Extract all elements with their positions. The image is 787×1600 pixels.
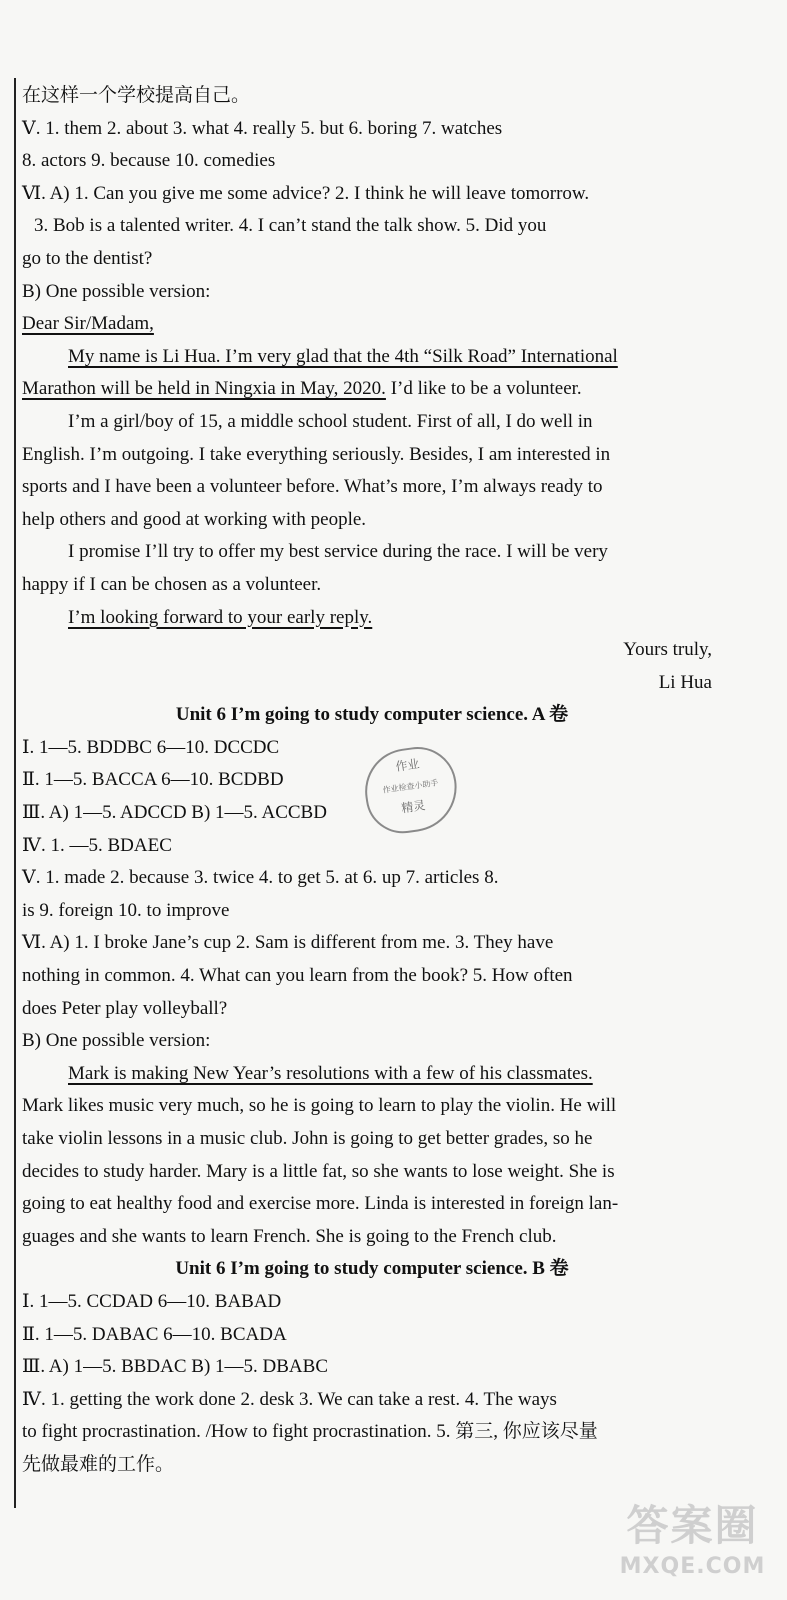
underlined-text: Dear Sir/Madam, xyxy=(22,313,154,335)
section-i-answers: Ⅰ. 1—5. BDDBC 6—10. DCCDC xyxy=(22,736,280,758)
text-line: go to the dentist? xyxy=(22,247,153,269)
passage-line: decides to study harder. Mary is a little fat, so she wants to lose weight. She is xyxy=(22,1160,615,1182)
section-iv-answers: Ⅳ. 1. getting the work done 2. desk 3. We can take a rest. 4. The ways xyxy=(22,1388,557,1410)
section-ii-answers: Ⅱ. 1—5. BACCA 6—10. BCDBD xyxy=(22,769,284,791)
section-vi-a-answers-cont: 3. Bob is a talented writer. 4. I can’t stand the talk show. 5. Did you xyxy=(34,215,547,237)
unit-heading-b: Unit 6 I’m going to study computer science. B 卷 xyxy=(175,1258,569,1280)
section-iii-answers: Ⅲ. A) 1—5. ADCCD B) 1—5. ACCBD xyxy=(22,802,327,824)
section-v-answers: Ⅴ. 1. made 2. because 3. twice 4. to get 5. at 6. up 7. articles 8. xyxy=(22,867,499,889)
passage-line: going to eat healthy food and exercise more. Linda is interested in foreign lan- xyxy=(22,1193,619,1215)
stamp-middle-text: 作业检查小助手 xyxy=(382,778,439,795)
section-ii-answers: Ⅱ. 1—5. DABAC 6—10. BCADA xyxy=(22,1323,287,1345)
letter-paragraph: sports and I have been a volunteer before. What’s more, I’m always ready to xyxy=(22,476,603,498)
passage-line: Mark likes music very much, so he is going to learn to play the violin. He will xyxy=(22,1095,617,1117)
section-vi-a-answers: Ⅵ. A) 1. Can you give me some advice? 2. I think he will leave tomorrow. xyxy=(22,182,590,204)
underlined-text: Mark is making New Year’s resolutions with a few of his classmates. xyxy=(68,1062,593,1084)
letter-closing xyxy=(22,602,722,635)
text-span: I’d like to be a volunteer. xyxy=(385,378,582,400)
section-i-answers: Ⅰ. 1—5. CCDAD 6—10. BABAD xyxy=(22,1290,282,1312)
section-v-answers: Ⅴ. 1. them 2. about 3. what 4. really 5. but 6. boring 7. watches xyxy=(22,117,503,139)
stamp-bottom-text: 精灵 xyxy=(400,798,427,816)
text-line: does Peter play volleyball? xyxy=(22,997,228,1019)
section-v-answers-cont: 8. actors 9. because 10. comedies xyxy=(22,150,276,172)
text-line: 在这样一个学校提高自己。 xyxy=(22,85,251,106)
section-vi-a-answers-cont: nothing in common. 4. What can you learn from the book? 5. How often xyxy=(22,965,573,987)
section-v-answers-cont: is 9. foreign 10. to improve xyxy=(22,899,230,921)
letter-signoff: Yours truly, xyxy=(623,639,712,661)
unit-heading-a: Unit 6 I’m going to study computer science. A 卷 xyxy=(175,704,569,726)
version-label: B) One possible version: xyxy=(22,280,211,302)
letter-paragraph: English. I’m outgoing. I take everything seriously. Besides, I am interested in xyxy=(22,443,611,465)
text-line: 先做最难的工作。 xyxy=(22,1453,175,1475)
section-iv-answers: Ⅳ. 1. —5. BDAEC xyxy=(22,834,172,856)
letter-paragraph: I’m a girl/boy of 15, a middle school student. First of all, I do well in xyxy=(68,410,593,432)
site-watermark xyxy=(600,1500,785,1600)
letter-paragraph: happy if I can be chosen as a volunteer. xyxy=(22,573,322,595)
letter-paragraph xyxy=(22,373,722,406)
section-iii-answers: Ⅲ. A) 1—5. BBDAC B) 1—5. DBABC xyxy=(22,1356,328,1378)
passage-line: guages and she wants to learn French. She is going to the French club. xyxy=(22,1225,557,1247)
letter-paragraph xyxy=(22,341,722,374)
underlined-text: My name is Li Hua. I’m very glad that the 4th “Silk Road” International xyxy=(68,345,618,367)
letter-salutation xyxy=(22,308,722,341)
watermark-url-text: MXQE.COM xyxy=(619,1554,766,1579)
passage-line: take violin lessons in a music club. John is going to get better grades, so he xyxy=(22,1128,593,1149)
underlined-text: I’m looking forward to your early reply. xyxy=(68,606,373,628)
watermark-logo-text: 答案圈 xyxy=(626,1501,759,1550)
letter-paragraph: help others and good at working with people. xyxy=(22,508,367,530)
section-vi-a-answers: Ⅵ. A) 1. I broke Jane’s cup 2. Sam is different from me. 3. They have xyxy=(22,932,554,954)
underlined-text: Marathon will be held in Ningxia in May, 2020. xyxy=(22,378,386,400)
letter-paragraph: I promise I’ll try to offer my best service during the race. I will be very xyxy=(68,541,608,563)
version-label: B) One possible version: xyxy=(22,1030,211,1052)
left-margin-line xyxy=(14,78,16,1508)
section-iv-answers-cont: to fight procrastination. /How to fight procrastination. 5. 第三, 你应该尽量 xyxy=(22,1421,598,1443)
passage-line xyxy=(22,1058,722,1091)
stamp-top-text: 作业 xyxy=(394,756,421,774)
letter-signature: Li Hua xyxy=(658,671,712,693)
